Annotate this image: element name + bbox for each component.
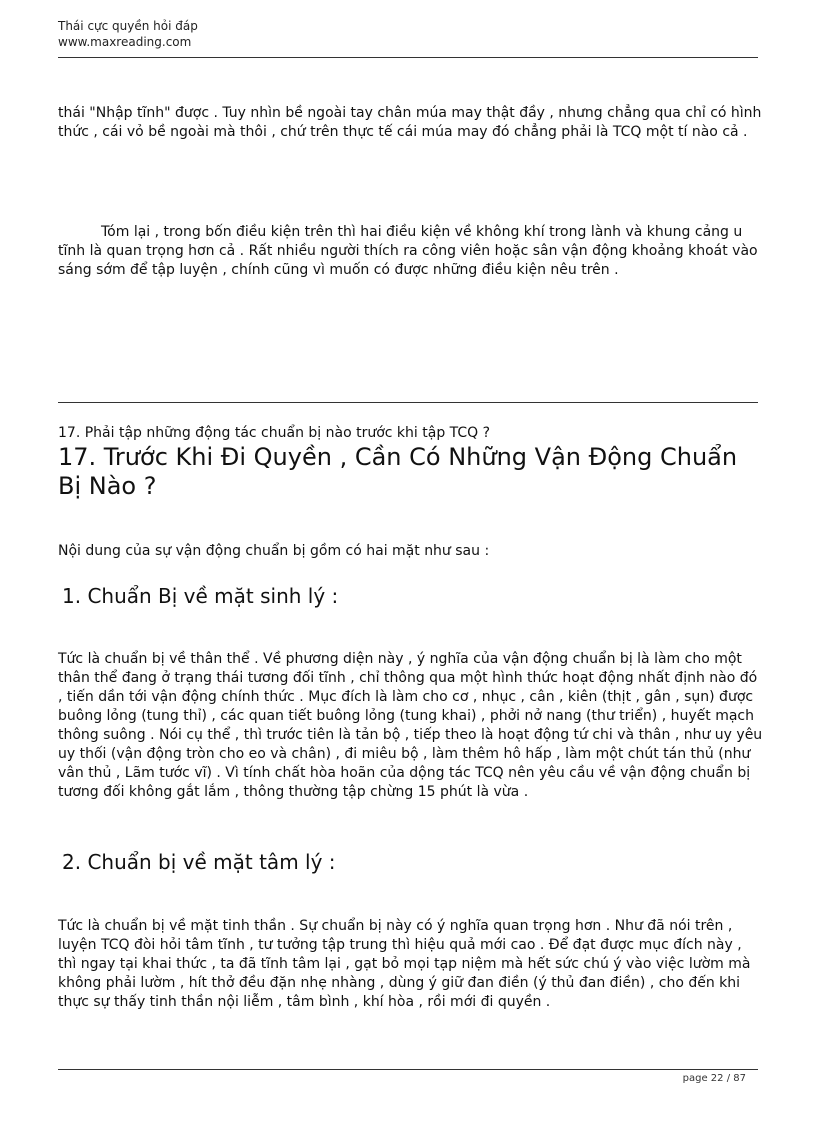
intro-paragraph: Nội dung của sự vận động chuẩn bị gồm có hai mặt như sau : — [58, 543, 490, 559]
psychological-paragraph: Tức là chuẩn bị về mặt tinh thần . Sự chuẩn bị này có ý nghĩa quan trọng hơn . Như đã nói trên , luyện TCQ đòi hỏi tâm tĩnh , tư tưởng tập trung thì hiệu quả mới cao . Để đạt được mục đích này , thì ngay tại khai thức , ta đã tĩnh tâm lại , gạt bỏ mọi tạp niệm mà hết sức chú ý vào việc lườm mà không phải lườm , hít thở đều đặn nhẹ nhàng , dùng ý giữ đan điền (ý thủ đan điền) , cho đến khi thực sự thấy tinh thần nội liễm , tâm bình , khí hòa , rồi mới đi quyền . — [58, 918, 751, 1010]
section-divider — [58, 402, 758, 403]
source-url[interactable]: www.maxreading.com — [58, 35, 192, 49]
page-header — [58, 18, 198, 50]
paragraph-summary: Tóm lại , trong bốn điều kiện trên thì hai điều kiện về không khí trong lành và khung cảng u tĩnh là quan trọng hơn cả . Rất nhiều người thích ra công viên hoặc sân vận động khoảng khoát vào sáng sớm để tập luyện , chính cũng vì muốn có được những điều kiện nêu trên . — [58, 224, 758, 278]
document-title: Thái cực quyền hỏi đáp — [58, 19, 198, 33]
subheading-physiological: 1. Chuẩn Bị về mặt sinh lý : — [62, 584, 339, 608]
footer-rule — [58, 1069, 758, 1070]
question-heading: 17. Phải tập những động tác chuẩn bị nào trước khi tập TCQ ? — [58, 425, 491, 441]
page-number: page 22 / 87 — [682, 1073, 746, 1084]
paragraph-continuation: thái "Nhập tĩnh" được . Tuy nhìn bề ngoài tay chân múa may thật đầy , nhưng chẳng qua chỉ có hình thức , cái vỏ bề ngoài mà thôi , chứ trên thực tế cái múa may đó chẳng phải là TCQ một tí nào cả . — [58, 105, 762, 140]
physiological-paragraph: Tức là chuẩn bị về thân thể . Về phương diện này , ý nghĩa của vận động chuẩn bị là làm cho một thân thể đang ở trạng thái tương đối tĩnh , chỉ thông qua một hình thức hoạt động nhất định nào đó , tiến dần tới vận động chính thức . Mục đích là làm cho cơ , nhục , cân , kiên (thịt , gân , sụn) được buông lỏng (tung thỉ) , các quan tiết buông lỏng (tung khai) , phởi nở nang (thư triển) , huyết mạch thông suông . Nói cụ thể , thì trước tiên là tản bộ , tiếp theo là hoạt động tứ chi và thân , như uy yêu uy thối (vận động tròn cho eo và chân) , đi miêu bộ , làm thêm hô hấp , làm một chút tán thủ (như vân thủ , Lãm tước vĩ) . Vì tính chất hòa hoãn của dộng tác TCQ nên yêu cầu về vận động chuẩn bị tương đối không gắt lắm , thông thường tập chừng 15 phút là vừa . — [58, 651, 763, 800]
section-title: 17. Trước Khi Đi Quyền , Cần Có Những Vận Động Chuẩn Bị Nào ? — [58, 443, 738, 500]
header-rule — [58, 57, 758, 58]
subheading-psychological: 2. Chuẩn bị về mặt tâm lý : — [62, 850, 336, 874]
